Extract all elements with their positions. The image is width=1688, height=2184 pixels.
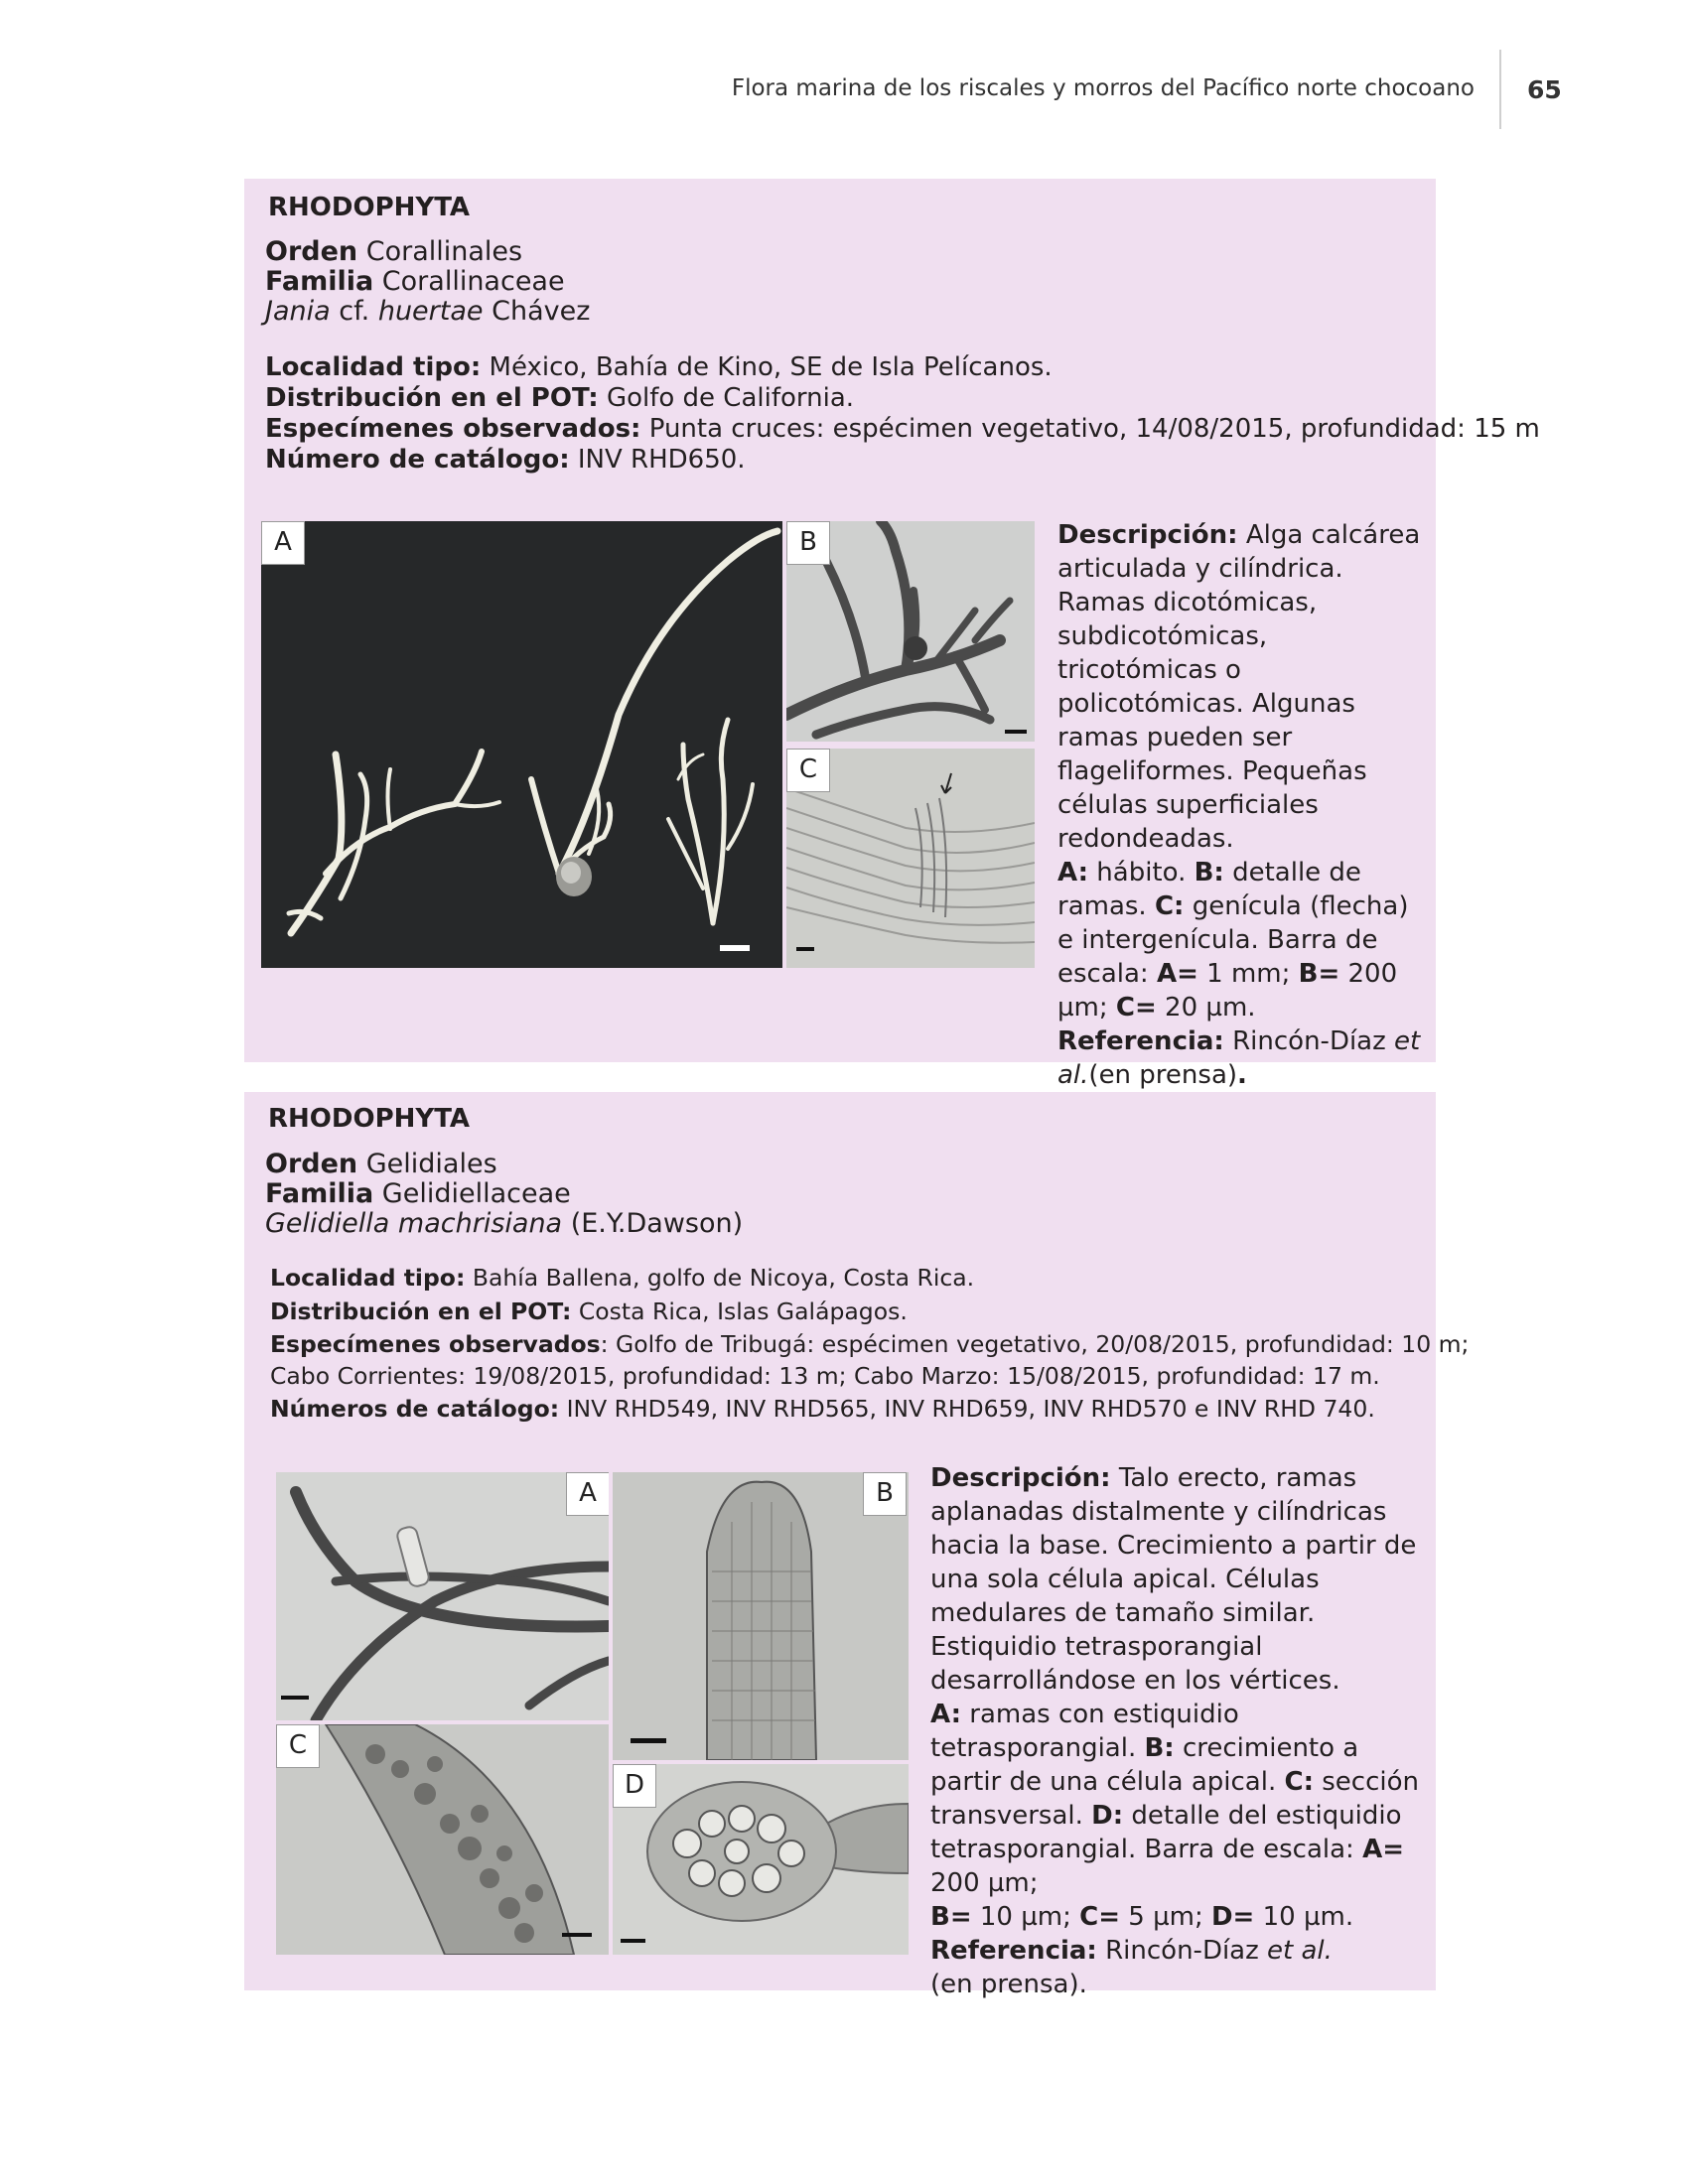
taxonomy-block xyxy=(265,1150,743,1239)
especimenes-line xyxy=(265,414,1540,445)
familia-value: Gelidiellaceae xyxy=(381,1178,571,1209)
scale-a-label: A= xyxy=(1362,1835,1405,1864)
panel-label-d: D xyxy=(613,1764,656,1808)
description-block xyxy=(1057,518,1430,1092)
description-block xyxy=(930,1461,1427,2001)
species-cf: cf. xyxy=(339,296,370,327)
scale-b-label: B= xyxy=(1298,959,1340,989)
caption-d-text: detalle del estiquidio tetrasporangial. Barra de escala: xyxy=(930,1801,1402,1864)
scale-c-text: 20 µm. xyxy=(1165,993,1256,1023)
running-title: Flora marina de los riscales y morros del Pacífico norte chocoano xyxy=(731,75,1475,101)
description-text: Alga calcárea articulada y cilíndrica. Ramas dicotómicas, subdicotómicas, tricotómicas o policotómicas. Algunas ramas pueden ser flageliformes. Pequeñas células superficiales redondeadas. xyxy=(1057,520,1421,854)
caption-a-text: hábito. xyxy=(1096,858,1187,887)
figure-b-branches xyxy=(786,521,1035,742)
caption-c-label: C: xyxy=(1284,1767,1314,1797)
scale-c-text: 5 µm; xyxy=(1128,1902,1203,1932)
reference-etal: et al. xyxy=(1267,1936,1333,1966)
scale-c-label: C= xyxy=(1079,1902,1120,1932)
scale-bar-a xyxy=(281,1696,309,1700)
panel-label-b: B xyxy=(786,521,830,565)
figure-d-stichidium xyxy=(613,1764,909,1955)
especimenes-label: Especímenes observados: xyxy=(265,414,641,444)
distribucion-line xyxy=(265,383,1540,414)
species-author: Chávez xyxy=(492,296,591,327)
panel-label-c: C xyxy=(786,749,830,792)
cross-section-illustration xyxy=(276,1724,609,1955)
panel-label-b: B xyxy=(863,1472,907,1516)
scale-c-label: C= xyxy=(1115,993,1157,1023)
species-card-jania xyxy=(244,179,1540,1090)
especimenes-line xyxy=(270,1328,1469,1360)
orden-value: Corallinales xyxy=(365,236,523,267)
scale-d-label: D= xyxy=(1210,1902,1255,1932)
familia-line xyxy=(265,1179,743,1209)
phylum-heading: RHODOPHYTA xyxy=(268,193,471,222)
distribucion-value: Costa Rica, Islas Galápagos. xyxy=(578,1297,908,1325)
especimenes-line-2 xyxy=(270,1360,1469,1392)
orden-label: Orden xyxy=(265,1149,358,1179)
caption-a-label: A: xyxy=(1057,858,1089,887)
caption-a-text: ramas con estiquidio tetrasporangial. xyxy=(930,1700,1239,1763)
orden-line xyxy=(265,237,590,267)
scale-bar-c xyxy=(562,1933,592,1937)
distribucion-label: Distribución en el POT: xyxy=(270,1297,572,1325)
branches-illustration xyxy=(276,1472,609,1720)
orden-label: Orden xyxy=(265,236,358,267)
description-paragraph xyxy=(1057,518,1430,856)
scale-d-text: 10 µm. xyxy=(1262,1902,1354,1932)
reference-etal: et al. xyxy=(1057,1026,1421,1090)
description-paragraph xyxy=(930,1461,1427,1698)
orden-value: Gelidiales xyxy=(365,1149,497,1179)
catalogo-label: Número de catálogo: xyxy=(265,445,570,475)
scale-bar-b xyxy=(1005,730,1027,734)
catalogo-line xyxy=(270,1392,1469,1426)
species-line xyxy=(265,1209,743,1239)
reference-label: Referencia: xyxy=(1057,1026,1224,1056)
metadata-block xyxy=(265,352,1540,476)
algae-habit-illustration xyxy=(261,521,782,968)
scale-b-text: 200 µm; xyxy=(1057,959,1398,1023)
species-genus: Jania xyxy=(265,296,331,327)
scale-a-text: 1 mm; xyxy=(1206,959,1291,989)
catalogo-value: INV RHD549, INV RHD565, INV RHD659, INV RHD570 e INV RHD 740. xyxy=(566,1395,1375,1423)
species-author: (E.Y.Dawson) xyxy=(570,1208,744,1239)
scale-bar-c xyxy=(796,947,814,951)
localidad-value: México, Bahía de Kino, SE de Isla Pelícanos. xyxy=(489,352,1053,382)
caption-b-text: detalle de ramas. xyxy=(1057,858,1361,921)
taxonomy-block xyxy=(265,237,590,327)
scale-bar-d xyxy=(621,1939,645,1943)
scale-b-label: B= xyxy=(930,1902,972,1932)
scale-bar-b xyxy=(631,1738,666,1743)
especimenes-value-2: Cabo Corrientes: 19/08/2015, profundidad: 13 m; Cabo Marzo: 15/08/2015, profundidad: 17 m. xyxy=(270,1362,1380,1390)
distribucion-line xyxy=(270,1295,1469,1328)
caption-c-label: C: xyxy=(1154,891,1185,921)
description-label: Descripción: xyxy=(930,1463,1111,1493)
localidad-label: Localidad tipo: xyxy=(265,352,482,382)
especimenes-value: Punta cruces: espécimen vegetativo, 14/08/2015, profundidad: 15 m xyxy=(648,414,1540,444)
reference-tail: (en prensa) xyxy=(1088,1060,1238,1090)
familia-label: Familia xyxy=(265,1178,374,1209)
reference-author: Rincón-Díaz xyxy=(1105,1936,1259,1966)
stichidium-illustration xyxy=(613,1764,909,1955)
scale-a-label: A= xyxy=(1156,959,1198,989)
distribucion-value: Golfo de California. xyxy=(606,383,855,413)
reference-paragraph xyxy=(1057,1024,1430,1092)
reference-paragraph xyxy=(930,1934,1427,2001)
panel-label-a: A xyxy=(261,521,305,565)
familia-value: Corallinaceae xyxy=(381,266,565,297)
catalogo-value: INV RHD650. xyxy=(577,445,746,475)
caption-c-text: sección transversal. xyxy=(930,1767,1419,1831)
scale-bar-a xyxy=(720,945,750,951)
page-number: 65 xyxy=(1527,75,1562,104)
metadata-block xyxy=(270,1261,1469,1426)
localidad-line xyxy=(270,1261,1469,1295)
catalogo-label: Números de catálogo: xyxy=(270,1395,560,1423)
caption-b-label: B: xyxy=(1144,1733,1175,1763)
figure-a-branches xyxy=(276,1472,609,1720)
description-text: Talo erecto, ramas aplanadas distalmente y cilíndricas hacia la base. Crecimiento a partir de una sola célula apical. Células medulares de tamaño similar. Estiquidio tetrasporangial desarrollándose en los vértices. xyxy=(930,1463,1417,1696)
familia-line xyxy=(265,267,590,297)
reference-dot: . xyxy=(1237,1060,1247,1090)
figure-b-apical-cell xyxy=(613,1472,909,1760)
species-epithet: huertae xyxy=(377,296,484,327)
panel-label-a: A xyxy=(566,1472,609,1516)
caption-c-text: genícula (flecha) e intergenícula. Barra de escala: xyxy=(1057,891,1409,989)
reference-author: Rincón-Díaz xyxy=(1232,1026,1386,1056)
caption-b-text: crecimiento a partir de una célula apical. xyxy=(930,1733,1359,1797)
caption-d-label: D: xyxy=(1091,1801,1124,1831)
localidad-label: Localidad tipo: xyxy=(270,1264,466,1292)
species-card-gelidiella xyxy=(244,1092,1470,1999)
caption-paragraph xyxy=(1057,856,1430,1024)
species-name: Gelidiella machrisiana xyxy=(265,1208,563,1239)
scale-b-text: 10 µm; xyxy=(979,1902,1071,1932)
caption-b-label: B: xyxy=(1194,858,1224,887)
caption-paragraph xyxy=(930,1698,1427,1934)
figure-a-habit xyxy=(261,521,782,968)
description-label: Descripción: xyxy=(1057,520,1238,550)
caption-a-label: A: xyxy=(930,1700,962,1729)
especimenes-value: : Golfo de Tribugá: espécimen vegetativo, 20/08/2015, profundidad: 10 m; xyxy=(600,1330,1470,1358)
figure-c-genicula xyxy=(786,749,1035,968)
scale-a-text: 200 µm; xyxy=(930,1868,1039,1898)
panel-label-c: C xyxy=(276,1724,320,1768)
especimenes-label: Especímenes observados xyxy=(270,1330,601,1358)
familia-label: Familia xyxy=(265,266,374,297)
figure-c-cross-section xyxy=(276,1724,609,1955)
catalogo-line xyxy=(265,445,1540,476)
distribucion-label: Distribución en el POT: xyxy=(265,383,599,413)
orden-line xyxy=(265,1150,743,1179)
localidad-line xyxy=(265,352,1540,383)
localidad-value: Bahía Ballena, golfo de Nicoya, Costa Rica. xyxy=(472,1264,975,1292)
reference-tail: (en prensa). xyxy=(930,1970,1087,1999)
species-line xyxy=(265,297,590,327)
phylum-heading: RHODOPHYTA xyxy=(268,1104,471,1134)
reference-label: Referencia: xyxy=(930,1936,1097,1966)
header-divider xyxy=(1499,50,1501,129)
